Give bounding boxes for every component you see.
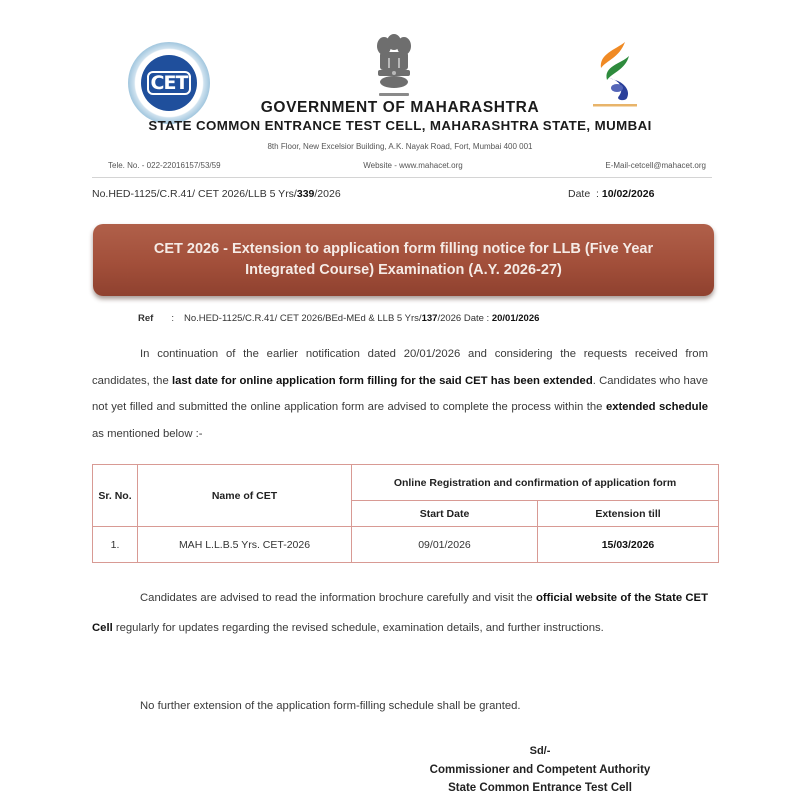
cell-extension-date: 15/03/2026 bbox=[538, 527, 719, 563]
cell-start-date: 09/01/2026 bbox=[352, 527, 538, 563]
cell-sr: 1. bbox=[93, 527, 138, 563]
paragraph-continuation: In continuation of the earlier notification dated 20/01/2026 and considering the requests received from candidates, the last date for online application form filling for the said CET has been extended. Candidates who have not yet filled and submitted the online application form are advised to complete the process within the extended schedule as mentioned below :- bbox=[92, 348, 708, 440]
signature-authority: Commissioner and Competent Authority bbox=[429, 764, 651, 776]
notice-title: CET 2026 - Extension to application form filling notice for LLB (Five Year Integrated Course) Examination (A.Y. 2026-27) bbox=[153, 241, 654, 278]
state-emblem-icon bbox=[370, 32, 418, 94]
header-name-of-cet: Name of CET bbox=[138, 465, 352, 527]
paragraph-no-further-extension: No further extension of the application form-filling schedule shall be granted. bbox=[140, 700, 521, 712]
telephone: Tele. No. - 022-22016157/53/59 bbox=[108, 161, 221, 170]
header-divider bbox=[92, 177, 712, 178]
website-link[interactable]: Website - www.mahacet.org bbox=[363, 161, 463, 170]
contact-line bbox=[108, 161, 706, 170]
government-title: GOVERNMENT OF MAHARASHTRA bbox=[260, 99, 540, 116]
cell-name: MAH L.L.B.5 Yrs. CET-2026 bbox=[138, 527, 352, 563]
paragraph-advice: Candidates are advised to read the information brochure carefully and visit the official website of the State CET Cell regularly for updates regarding the revised schedule, examination details, and further instructions. bbox=[92, 592, 708, 634]
issue-date: Date : 10/02/2026 bbox=[568, 188, 655, 200]
header-online-registration: Online Registration and confirmation of application form bbox=[352, 465, 719, 501]
schedule-table bbox=[92, 464, 719, 563]
cell-title: STATE COMMON ENTRANCE TEST CELL, MAHARASHTRA STATE, MUMBAI bbox=[148, 118, 652, 133]
emblem-motto bbox=[379, 93, 409, 96]
header-sr-no: Sr. No. bbox=[93, 465, 138, 527]
header-start-date: Start Date bbox=[352, 501, 538, 527]
notice-title-banner bbox=[93, 224, 714, 296]
address: 8th Floor, New Excelsior Building, A.K. Nayak Road, Fort, Mumbai 400 001 bbox=[267, 142, 533, 151]
signature-sd: Sd/- bbox=[529, 745, 551, 757]
cet-logo-text: CET bbox=[147, 71, 192, 95]
table-row bbox=[93, 527, 719, 563]
email-link[interactable]: E-Mail-cetcell@mahacet.org bbox=[605, 161, 706, 170]
reference-number: No.HED-1125/C.R.41/ CET 2026/LLB 5 Yrs/339/2026 bbox=[92, 188, 341, 200]
header-extension-till: Extension till bbox=[538, 501, 719, 527]
previous-reference: Ref : No.HED-1125/C.R.41/ CET 2026/BEd-MEd & LLB 5 Yrs/137/2026 Date : 20/01/2026 bbox=[138, 313, 540, 324]
signature-cell: State Common Entrance Test Cell bbox=[448, 782, 632, 794]
